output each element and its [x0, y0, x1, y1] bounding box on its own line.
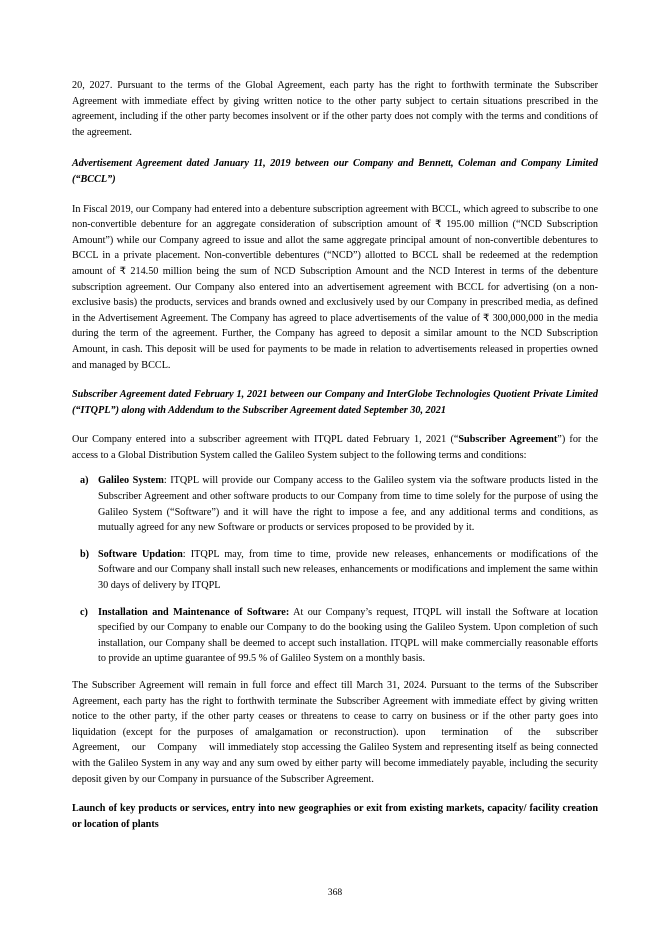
page-number: 368: [327, 887, 343, 898]
subscriber-agreement-terms-list: [72, 473, 598, 667]
term-text-part1: The Subscriber Agreement will remain in full force and effect till March 31, 2024. Pursuant to the terms of the Subscriber Agreement, each party has the right to forthwith terminate the Subscriber Agreement with immediate effect by giving written notice to the other party, if the other party ceases or threatens to cease to carry on business or if the other party goes into liquidation (except for the purposes of amalgamation or reconstruction).: [72, 680, 598, 738]
list-item-body: [98, 605, 598, 667]
list-item-title: Installation and Maintenance of Software:: [98, 606, 290, 618]
list-item-text: At our Company’s request, ITQPL will install the Software at location specified by our Company to enable our Company to do the booking using the Galileo System. Upon completion of such installation, our Company shall be deemed to accept such installation. ITQPL will make commercially reasonable efforts to provide an uptime guarantee of 99.5 % of Galileo System on a monthly basis.: [98, 606, 598, 665]
subscriber-intro-post: ”) for the access to a Global Distribution System called the Galileo System subject to the following terms and conditions:: [72, 434, 598, 461]
list-item-marker: b): [80, 548, 90, 560]
list-item-title: Galileo System: [98, 475, 164, 487]
list-item-body: [98, 547, 598, 594]
subscriber-intro-pre: Our Company entered into a subscriber agreement with ITQPL dated February 1, 2021 (“: [72, 434, 459, 446]
list-item-text: : ITQPL may, from time to time, provide new releases, enhancements or modifications of the Software and our Company shall install such new releases, enhancements or modifications and implement the same within 30 days of delivery by ITQPL: [98, 548, 598, 592]
term-text-part2: upon termination of the subscriber Agreement, our Company will: [72, 726, 599, 754]
list-item-text: : ITQPL will provide our Company access to the Galileo system via the software products listed in the Subscriber Agreement and other software products to our Company from time to time solely for the purpose of using the Galileo System (“Software”) and it will have the right to impose a fee, and any additional terms and conditions, as mutually agreed for any new Software or products or services proposed to be provided by it.: [98, 475, 598, 534]
list-item-marker: a): [80, 475, 89, 487]
paragraph-subscriber-agreement-intro: [72, 432, 598, 463]
list-item: [72, 547, 598, 594]
list-item-marker: c): [80, 606, 88, 618]
list-item: [72, 605, 598, 667]
list-item-body: [98, 473, 598, 535]
paragraph-continuation: 20, 2027. Pursuant to the terms of the Global Agreement, each party has the right to forthwith terminate the Subscriber Agreement with immediate effect by giving written notice to the other party subject to certain situations prescribed in the agreement, including if the other party becomes insolvent or if the other party does not comply with the terms and conditions of the agreement.: [72, 80, 598, 138]
list-item: [72, 473, 598, 535]
section-heading-advertisement-agreement: Advertisement Agreement dated January 11, 2019 between our Company and Bennett, Coleman and Company Limited (“BCCL”): [72, 158, 598, 185]
subscriber-agreement-defined-term: Subscriber Agreement: [458, 434, 558, 446]
section-heading-launch-of-key-products: Launch of key products or services, entry into new geographies or exit from existing markets, capacity/ facility creation or location of plants: [72, 803, 598, 830]
paragraph-subscriber-agreement-term: [72, 678, 598, 787]
list-item-title: Software Updation: [98, 548, 183, 560]
term-text-part3: immediately stop accessing the Galileo System and representing itself as being connected with the Galileo System in any way and any sum owed by either party will become immediately payable, including the security deposit given by our Company in pursuance of the Subscriber Agreement.: [72, 742, 598, 785]
paragraph-advertisement-agreement: In Fiscal 2019, our Company had entered into a debenture subscription agreement with BCCL, which agreed to subscribe to one non-convertible debenture for an aggregate consideration of subscription amount of ₹ 195.00 million (“NCD Subscription Amount”) while our Company agreed to issue and allot the same aggregate principal amount of non-convertible debentures to BCCL in a private placement. Non-convertible debentures (“NCD”) allotted to BCCL shall be redeemed at the redemption amount of ₹ 214.50 million being the sum of NCD Subscription Amount and the NCD Interest in terms of the debenture subscription agreement. Our Company also entered into an advertisement agreement with BCCL for advertising (on a non-exclusive basis) the products, services and brands owned and exclusively used by our Company in prescribed media, as defined in the Advertisement Agreement. The Company has agreed to place advertisements of the value of ₹ 300,000,000 in the media during the term of the agreement. Further, the Company has agreed to deposit a similar amount to the NCD Subscription Amount, in cash. This deposit will be used for payments to be made in relation to advertisements released in properties owned and managed by BCCL.: [72, 203, 598, 371]
section-heading-subscriber-agreement: Subscriber Agreement dated February 1, 2021 between our Company and InterGlobe Technologies Quotient Private Limited (“ITQPL”) along with Addendum to the Subscriber Agreement dated September 30, 2021: [72, 389, 598, 416]
